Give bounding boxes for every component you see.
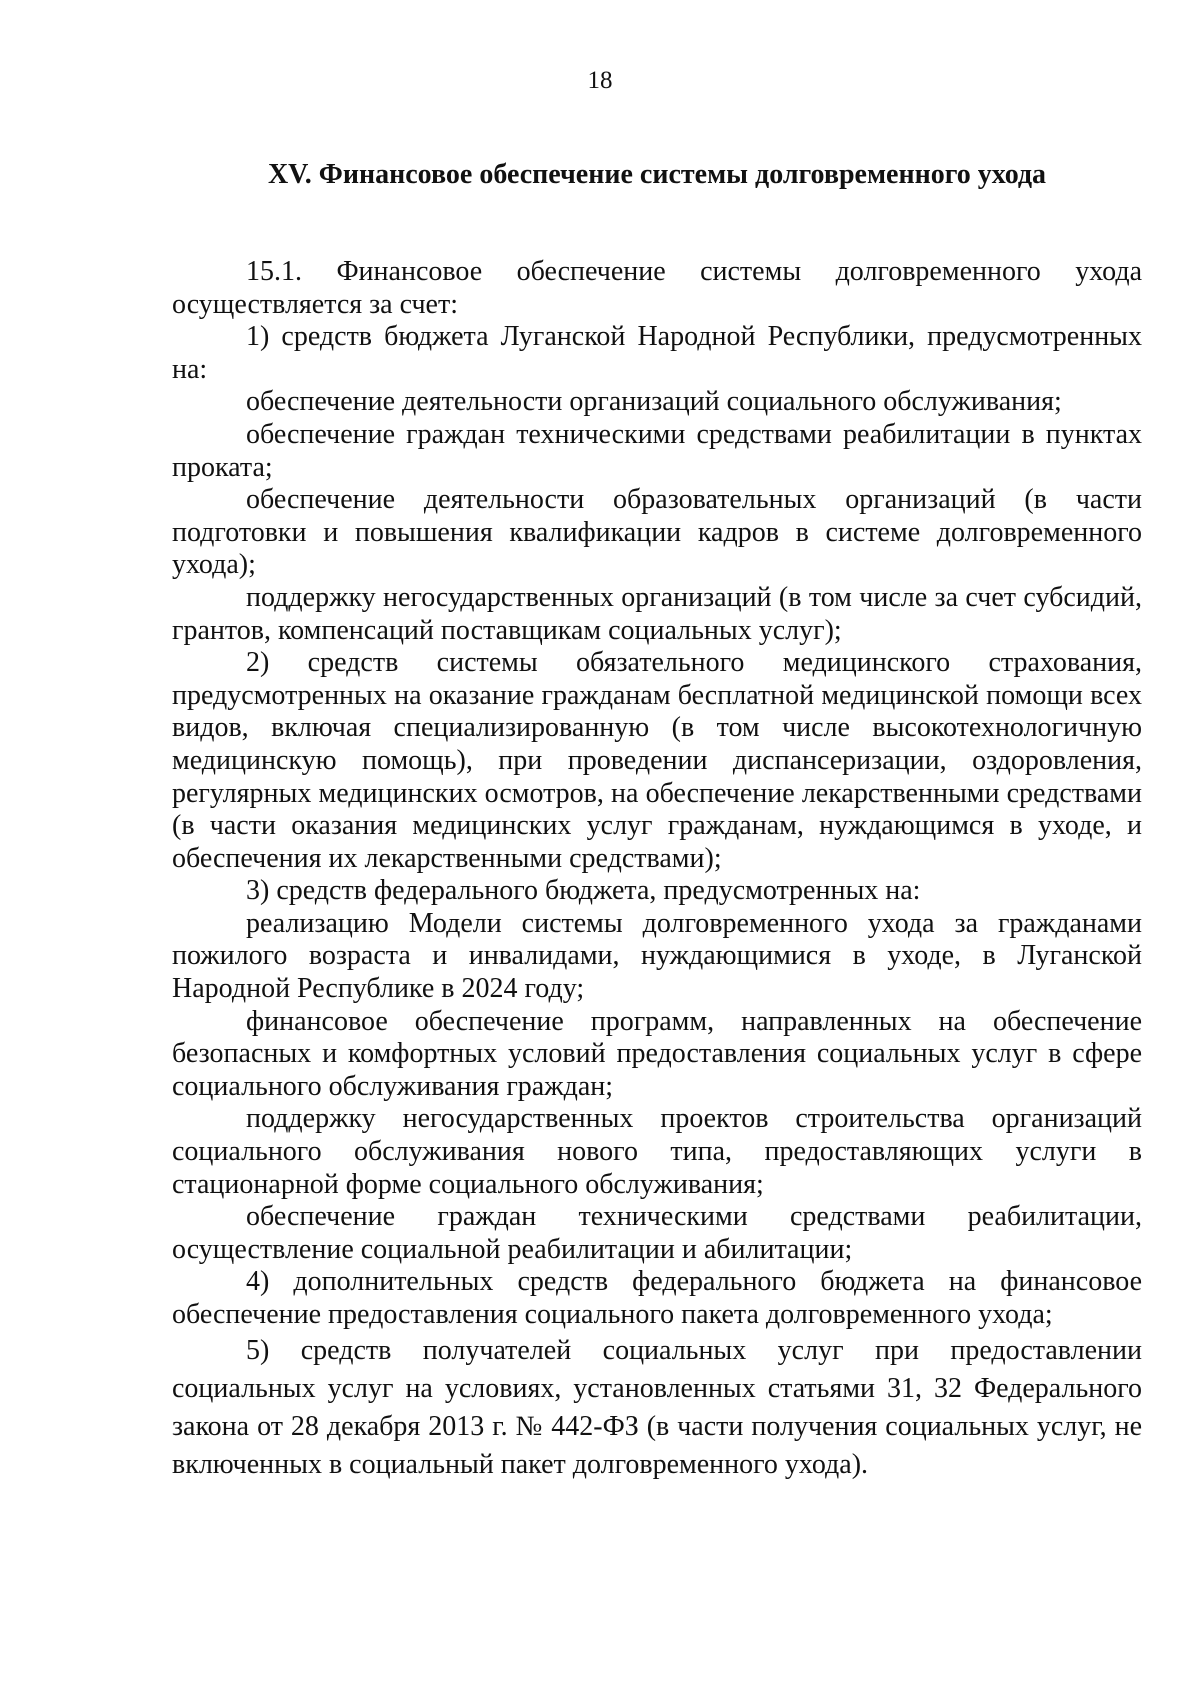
paragraph: реализацию Модели системы долговременного ухода за гражданами пожилого возраста и инвалидами, нуждающимися в уходе, в Луганской Народной Республике в 2024 году; bbox=[172, 907, 1142, 1005]
paragraph: 2) средств системы обязательного медицинского страхования, предусмотренных на оказание гражданам бесплатной медицинской помощи всех видов, включая специализированную (в том числе высокотехнологичную медицинскую помощь), при проведении диспансеризации, оздоровления, регулярных медицинских осмотров, на обеспечение лекарственными средствами (в части оказания медицинских услуг гражданам, нуждающимся в уходе, и обеспечения их лекарственными средствами); bbox=[172, 647, 1142, 874]
paragraph: поддержку негосударственных проектов строительства организаций социального обслуживания нового типа, предоставляющих услуги в стационарной форме социального обслуживания; bbox=[172, 1103, 1142, 1200]
paragraph: обеспечение граждан техническими средствами реабилитации, осуществление социальной реабилитации и абилитации; bbox=[172, 1201, 1142, 1265]
page-number: 18 bbox=[587, 67, 613, 94]
paragraph: финансовое обеспечение программ, направленных на обеспечение безопасных и комфортных условий предоставления социальных услуг в сфере социального обслуживания граждан; bbox=[172, 1005, 1142, 1102]
paragraph: обеспечение деятельности образовательных организаций (в части подготовки и повышения квалификации кадров в системе долговременного ухода); bbox=[172, 484, 1142, 581]
paragraph: 1) средств бюджета Луганской Народной Республики, предусмотренных на: bbox=[172, 321, 1142, 385]
document-body bbox=[172, 256, 1142, 1484]
paragraph: 5) средств получателей социальных услуг при предоставлении социальных услуг на условиях, установленных статьями 31, 32 Федерального закона от 28 декабря 2013 г. № 442-ФЗ (в части получения социальных услуг, не включенных в социальный пакет долговременного ухода). bbox=[172, 1334, 1142, 1480]
section-title: XV. Финансовое обеспечение системы долговременного ухода bbox=[267, 159, 1047, 190]
paragraph: 3) средств федерального бюджета, предусмотренных на: bbox=[246, 875, 921, 907]
paragraph: 15.1. Финансовое обеспечение системы долговременного ухода осуществляется за счет: bbox=[172, 256, 1142, 320]
paragraph: 4) дополнительных средств федерального бюджета на финансовое обеспечение предоставления социального пакета долговременного ухода; bbox=[172, 1266, 1142, 1330]
paragraph: обеспечение граждан техническими средствами реабилитации в пунктах проката; bbox=[172, 418, 1142, 483]
paragraph: поддержку негосударственных организаций (в том числе за счет субсидий, грантов, компенсаций поставщикам социальных услуг); bbox=[172, 581, 1142, 646]
paragraph: обеспечение деятельности организаций социального обслуживания; bbox=[246, 386, 1062, 418]
